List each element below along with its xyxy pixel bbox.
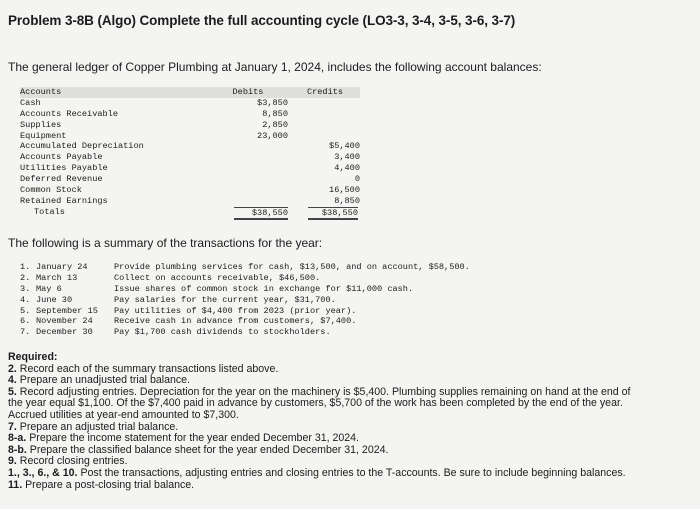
transaction-number: 7.: [20, 327, 31, 338]
transaction-date: September 15: [36, 305, 98, 316]
transaction-description: Pay utilities of $4,400 from 2023 (prior year).: [114, 305, 357, 316]
required-item-number: 8-b.: [8, 443, 27, 456]
ledger-header-row: [20, 87, 360, 98]
debits-header: Debits: [232, 87, 264, 97]
required-item: [8, 480, 692, 492]
ledger-totals-row: [20, 207, 360, 218]
total-credits: $38,550: [308, 207, 358, 220]
ledger-row: [20, 196, 360, 207]
credit-amount: 4,400: [334, 163, 360, 174]
transaction-description: Provide plumbing services for cash, $13,500, and on account, $58,500.: [114, 262, 470, 272]
account-name: Accumulated Depreciation: [20, 141, 144, 152]
ledger-row: [20, 174, 360, 185]
credit-amount: 8,850: [334, 195, 360, 206]
ledger-row: [20, 131, 360, 142]
required-item-number: 11.: [8, 478, 23, 491]
required-heading: Required:: [8, 351, 58, 363]
ledger-row: [20, 98, 360, 109]
account-name: Equipment: [20, 130, 67, 141]
required-item-text: Prepare the classified balance sheet for the year ended December 31, 2024.: [29, 443, 389, 456]
required-item-number: 8-a.: [8, 432, 27, 445]
account-name: Deferred Revenue: [20, 174, 103, 185]
required-item-number: 9.: [8, 455, 17, 468]
debit-amount: 8,850: [262, 108, 288, 119]
transaction-description: Collect on accounts receivable, $46,500.: [114, 272, 321, 283]
accounts-header: Accounts: [20, 87, 62, 97]
ledger-row: [20, 163, 360, 174]
required-item-text: Prepare an adjusted trial balance.: [19, 420, 179, 433]
required-item-number: 1., 3., 6., & 10.: [8, 466, 78, 479]
required-item-number: 4.: [8, 374, 17, 387]
ledger-row: [20, 120, 360, 131]
required-item-text: Post the transactions, adjusting entries and closing entries to the T-accounts. Be sure to include beginning balances.: [80, 466, 626, 479]
credit-amount: 0: [354, 174, 360, 185]
account-name: Supplies: [20, 119, 62, 130]
transaction-number: 4.: [20, 294, 31, 305]
totals-label: Totals: [34, 206, 65, 217]
required-item-text: Accrued utilities at year-end amounted to $7,300.: [8, 408, 239, 421]
page-title: Problem 3-8B (Algo) Complete the full accounting cycle (LO3-3, 3-4, 3-5, 3-6, 3-7): [8, 13, 516, 28]
debit-amount: 2,850: [262, 119, 288, 130]
transaction-date: June 30: [36, 294, 73, 305]
transaction-description: Pay salaries for the current year, $31,700.: [114, 294, 336, 305]
credit-amount: 16,500: [329, 185, 360, 196]
ledger-row: [20, 141, 360, 152]
transaction-date: March 13: [36, 272, 78, 283]
debit-amount: $3,850: [257, 97, 288, 108]
intro-text: The general ledger of Copper Plumbing at January 1, 2024, includes the following account balances:: [8, 60, 542, 74]
transaction-number: 5.: [20, 305, 31, 316]
transaction-number: 6.: [20, 316, 31, 327]
required-item-text: Prepare the income statement for the year ended December 31, 2024.: [29, 432, 359, 445]
transaction-description: Pay $1,700 cash dividends to stockholders.: [114, 327, 331, 338]
required-item-number: 7.: [8, 420, 17, 433]
transaction-description: Receive cash in advance from customers, $7,400.: [114, 316, 357, 327]
transaction-number: 2.: [20, 272, 31, 283]
account-name: Cash: [20, 97, 41, 108]
required-item-text: Prepare an unadjusted trial balance.: [19, 374, 191, 387]
required-item-number: 2.: [8, 362, 17, 375]
debit-amount: 23,000: [257, 130, 288, 141]
account-name: Utilities Payable: [20, 163, 108, 174]
ledger-row: [20, 152, 360, 163]
account-name: Accounts Payable: [20, 152, 103, 163]
ledger-row: [20, 109, 360, 120]
ledger-row: [20, 185, 360, 196]
credits-header: Credits: [306, 87, 344, 97]
transaction-description: Issue shares of common stock in exchange for $11,000 cash.: [114, 283, 414, 294]
account-name: Accounts Receivable: [20, 108, 118, 119]
transaction-number: 3.: [20, 283, 31, 294]
required-item-text: Prepare a post-closing trial balance.: [25, 478, 195, 491]
transaction-number: 1.: [20, 262, 31, 272]
required-item-text: Record closing entries.: [19, 455, 128, 468]
transaction-date: December 30: [36, 327, 93, 338]
required-section: [8, 352, 692, 491]
account-name: Retained Earnings: [20, 195, 108, 206]
required-item-text: Record each of the summary transactions listed above.: [19, 362, 279, 375]
transaction-date: January 24: [36, 262, 88, 272]
total-debits: $38,550: [234, 207, 288, 220]
required-item-text: Record adjusting entries. Depreciation for the year on the machinery is $5,400. Plumbing supplies remaining on hand at the end of: [19, 385, 631, 398]
account-name: Common Stock: [20, 185, 82, 196]
transactions-summary-title: The following is a summary of the transactions for the year:: [8, 236, 323, 250]
required-item-number: 5.: [8, 385, 17, 398]
transaction-date: May 6: [36, 283, 62, 294]
credit-amount: $5,400: [329, 141, 360, 152]
transaction-date: November 24: [36, 316, 93, 327]
credit-amount: 3,400: [334, 152, 360, 163]
required-item-text: the year equal $1,100. Of the $7,400 paid in advance by customers, $5,700 of the work has been completed by the end of the year.: [8, 397, 623, 410]
ledger-table: [20, 87, 360, 218]
